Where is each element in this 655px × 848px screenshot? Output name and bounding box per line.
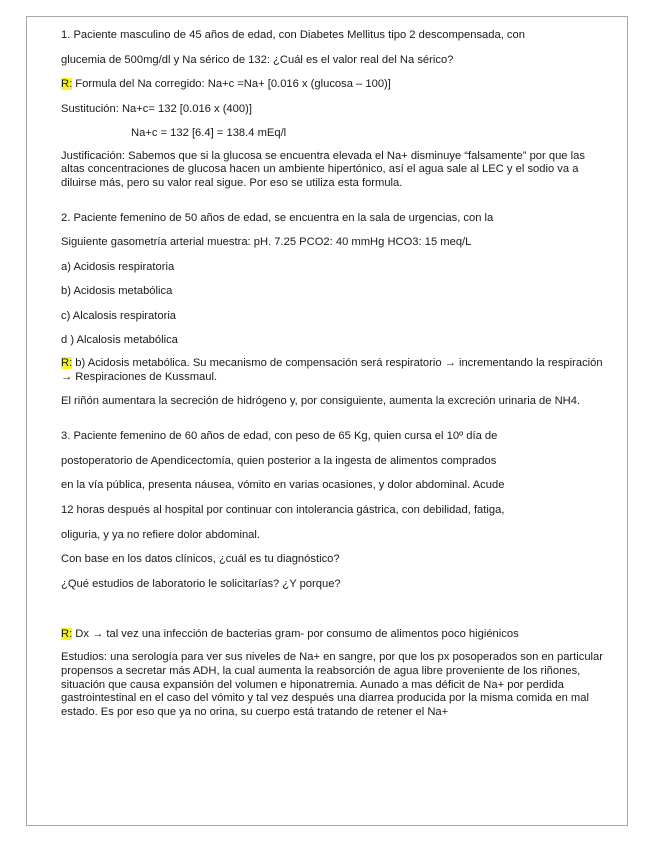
q2-option-d: d ) Alcalosis metabólica xyxy=(61,334,178,347)
q3-line-2: postoperatorio de Apendicectomía, quien posterior a la ingesta de alimentos comprados xyxy=(61,454,497,467)
q2-answer xyxy=(61,357,606,385)
q1-line-1: 1. Paciente masculino de 45 años de edad, con Diabetes Mellitus tipo 2 descompensada, con xyxy=(61,29,525,41)
answer-label-highlight: R: xyxy=(61,78,73,90)
q1-answer-text: Formula del Na corregido: Na+c =Na+ [0.016 x (glucosa – 100)] xyxy=(72,78,391,90)
q3-line-7: ¿Qué estudios de laboratorio le solicitarías? ¿Y porque? xyxy=(61,577,341,590)
q2-option-c: c) Alcalosis respiratoria xyxy=(61,309,177,322)
q3-answer xyxy=(61,626,606,651)
q1-answer xyxy=(61,76,606,101)
q3-line-3: en la vía pública, presenta náusea, vómito en varias ocasiones, y dolor abdominal. Acude xyxy=(61,479,505,492)
answer-label-highlight: R: xyxy=(61,356,73,369)
q2-extra: El riñón aumentara la secreción de hidrógeno y, por consiguiente, aumenta la excreción urinaria de NH4. xyxy=(61,395,581,408)
q1-resultado: Na+c = 132 [6.4] = 138.4 mEq/l xyxy=(131,127,287,139)
q1-justificacion: Justificación: Sabemos que si la glucosa se encuentra elevada el Na+ disminuye “falsamente” por que las altas concentraciones de glucosa hacen un ambiente hipertónico, así el agua sale al LEC y el sodio va a diluirse más, pero su valor real sigue. Por eso se utiliza esta formula. xyxy=(61,149,585,190)
q3-line-6: Con base en los datos clínicos, ¿cuál es tu diagnóstico? xyxy=(61,553,340,566)
q2-option-b: b) Acidosis metabólica xyxy=(61,285,173,298)
q1-sustitucion: Sustitución: Na+c= 132 [0.016 x (400)] xyxy=(61,102,252,115)
q3-answer-text: Dx → tal vez una infección de bacterias gram- por consumo de alimentos poco higiénicos xyxy=(72,628,519,641)
q3-line-4: 12 horas después al hospital por continuar con intolerancia gástrica, con debilidad, fatiga, xyxy=(61,504,505,517)
q2-line-2: Siguiente gasometría arterial muestra: pH. 7.25 PCO2: 40 mmHg HCO3: 15 meq/L xyxy=(61,236,472,249)
question-2 xyxy=(61,210,606,409)
question-3 xyxy=(61,428,606,720)
q2-answer-text: b) Acidosis metabólica. Su mecanismo de compensación será respiratorio → incrementando la respiración → Respiraciones de Kussmaul. xyxy=(61,356,603,383)
page-frame xyxy=(26,16,628,826)
question-1 xyxy=(61,27,606,191)
q3-line-1: 3. Paciente femenino de 60 años de edad, con peso de 65 Kg, quien cursa el 10º día de xyxy=(61,430,498,443)
q2-option-a: a) Acidosis respiratoria xyxy=(61,260,175,273)
q2-line-1: 2. Paciente femenino de 50 años de edad, se encuentra en la sala de urgencias, con la xyxy=(61,211,494,224)
q3-line-5: oliguria, y ya no refiere dolor abdominal. xyxy=(61,528,260,541)
document-body xyxy=(61,27,606,731)
q1-line-2: glucemia de 500mg/dl y Na sérico de 132: ¿Cuál es el valor real del Na sérico? xyxy=(61,53,454,66)
answer-label-highlight: R: xyxy=(61,628,73,641)
q3-estudios: Estudios: una serología para ver sus niveles de Na+ en sangre, por que los px posoperados son en particular propensos a secretar más ADH, la cual aumenta la reabsorción de agua libre proveniente de los riñones, situación que causa expansión del volumen e hiponatremia. Aunado a mas déficit de Na+ por perdida gastrointestinal en el caso del vómito y tal vez después una diarrea producida por la misma comida en mal estado. Es por eso que ya no orina, su cuerpo está tratando de retener el Na+ xyxy=(61,651,603,719)
